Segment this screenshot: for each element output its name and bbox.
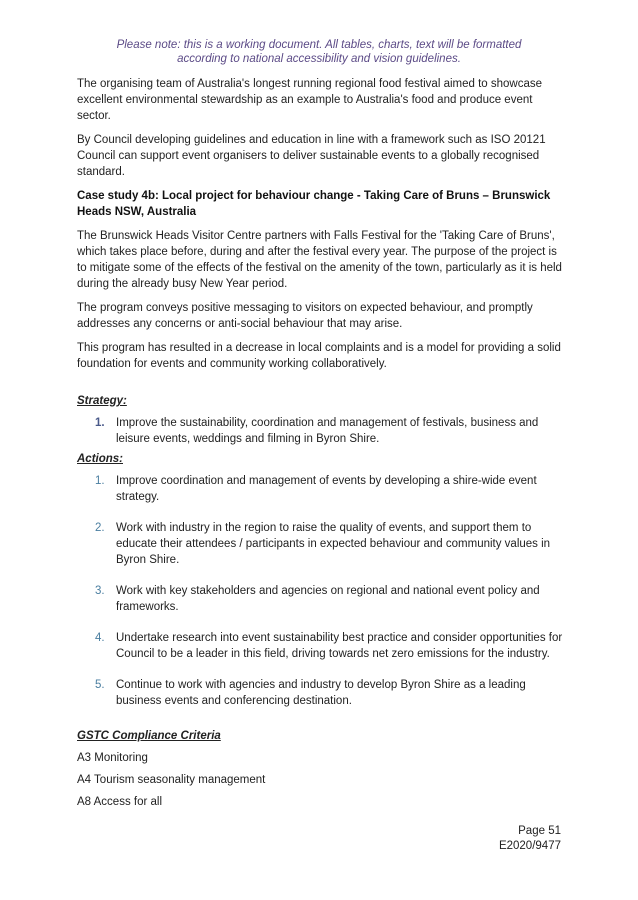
paragraph: The organising team of Australia's longest running regional food festival aimed to showcase excellent environmental stewardship as an example to Australia's food and produce event sector. bbox=[77, 78, 543, 122]
list-text: Undertake research into event sustainability best practice and consider opportunities for Council to be a leader in this field, driving towards net zero emissions for the industry. bbox=[116, 632, 563, 660]
list-number: 4. bbox=[95, 632, 105, 644]
criteria-item: A8 Access for all bbox=[77, 796, 163, 808]
list-number: 5. bbox=[95, 679, 105, 691]
list-item bbox=[77, 473, 567, 505]
list-item bbox=[77, 630, 567, 662]
list-number: 3. bbox=[95, 585, 105, 597]
actions-list bbox=[77, 473, 567, 709]
document-reference: E2020/9477 bbox=[498, 840, 561, 852]
list-item bbox=[77, 677, 567, 709]
list-text: Improve coordination and management of events by developing a shire-wide event strategy. bbox=[116, 475, 537, 503]
note-line-1: Please note: this is a working document. All tables, charts, text will be formatted bbox=[116, 39, 522, 51]
gstc-heading: GSTC Compliance Criteria bbox=[77, 730, 221, 742]
list-number: 2. bbox=[95, 522, 105, 534]
list-text: Work with industry in the region to raise the quality of events, and support them to educate their attendees / participants in expected behaviour and community values in Byron Shire. bbox=[116, 522, 551, 566]
case-study-paragraph: The Brunswick Heads Visitor Centre partners with Falls Festival for the 'Taking Care of Bruns', which takes place before, during and after the festival every year. The purpose of the project is to mitigate some of the effects of the festival on the amenity of the town, particularly as it is held during the already busy New Year period. bbox=[77, 230, 562, 290]
list-item bbox=[77, 520, 567, 568]
criteria-item: A3 Monitoring bbox=[77, 752, 148, 764]
list-text: Work with key stakeholders and agencies on regional and national event policy and frameworks. bbox=[116, 585, 540, 613]
list-item bbox=[77, 583, 567, 615]
note-line-2: according to national accessibility and vision guidelines. bbox=[177, 53, 461, 65]
paragraph: By Council developing guidelines and education in line with a framework such as ISO 20121 Council can support event organisers to deliver sustainable events to a globally recognised standard. bbox=[77, 134, 546, 178]
list-number: 1. bbox=[95, 475, 105, 487]
list-text: Continue to work with agencies and industry to develop Byron Shire as a leading business events and conferencing destination. bbox=[116, 679, 526, 707]
strategy-heading: Strategy: bbox=[77, 395, 127, 407]
page-number: Page 51 bbox=[518, 825, 561, 837]
page-footer bbox=[499, 824, 561, 854]
case-study-heading: Case study 4b: Local project for behaviour change - Taking Care of Bruns – Brunswick Heads NSW, Australia bbox=[77, 190, 551, 218]
list-item bbox=[77, 415, 567, 447]
list-number: 1. bbox=[95, 417, 105, 429]
list-text: Improve the sustainability, coordination and management of festivals, business and leisure events, weddings and filming in Byron Shire. bbox=[116, 417, 539, 445]
criteria-item: A4 Tourism seasonality management bbox=[77, 774, 266, 786]
main-content bbox=[77, 76, 567, 816]
case-study-paragraph: The program conveys positive messaging to visitors on expected behaviour, and promptly addresses any concerns or anti-social behaviour that may arise. bbox=[77, 302, 533, 330]
case-study-paragraph: This program has resulted in a decrease in local complaints and is a model for providing a solid foundation for events and community working collaboratively. bbox=[77, 342, 561, 370]
working-document-note bbox=[0, 38, 638, 66]
actions-heading: Actions: bbox=[77, 453, 123, 465]
strategy-list bbox=[77, 415, 567, 447]
